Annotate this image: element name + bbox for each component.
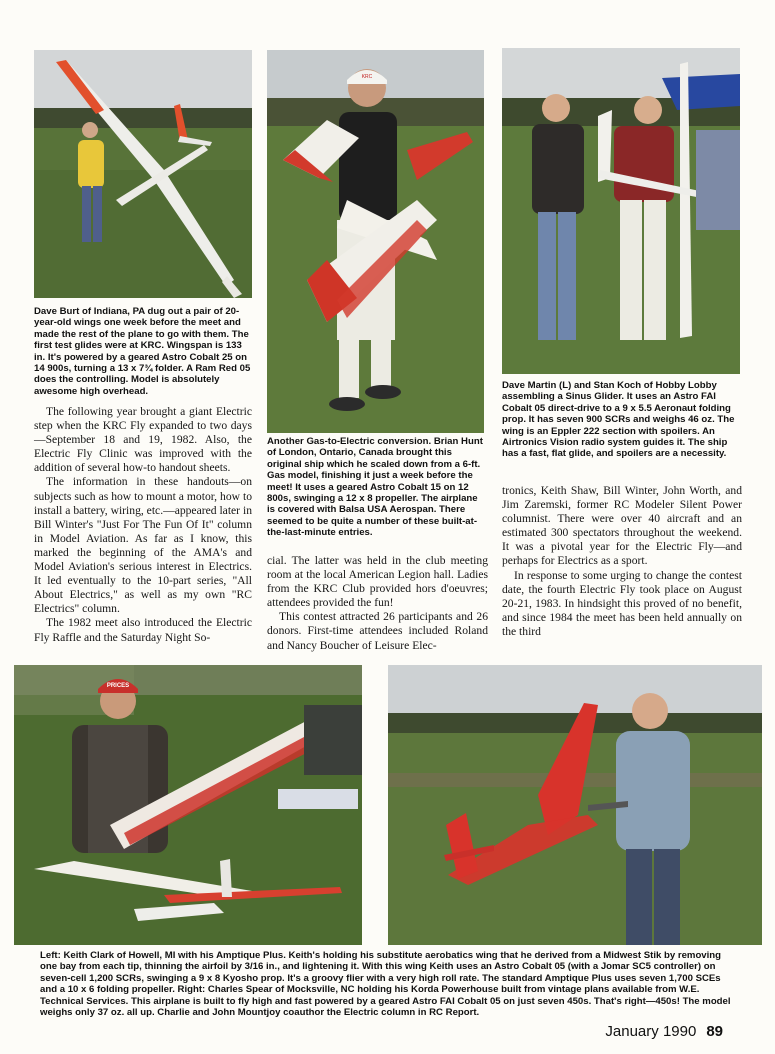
photo-keith-clark-amptique [14, 665, 362, 945]
photo-dave-burt-glider [34, 50, 252, 298]
caption-top-middle: Another Gas-to-Electric conversion. Brian Hunt of London, Ontario, Canada brought this original ship which he scaled down from a 6-ft. Gas model, finishing it just a week before the meet! It uses a geared Astro Cobalt 15 on 12 800s, swinging a 12 x 8 propeller. The airplane is covered with Balsa USA Aerospan. There seemed to be quite a number of these built-at-the-last-minute entries. [267, 436, 483, 539]
caption-bottom: Left: Keith Clark of Howell, MI with his Amptique Plus. Keith's holding his substitute aerobatics wing that he derived from a Midwest Stik by removing one bay from each tip, thinning the airfoil by 3/16 in., and lightening it. With this wing Keith uses an Astro Cobalt 05 (with a Jomar SC5 controller) on seven-cell 1,200 SCRs, swinging a 9 x 8 Kyosho prop. It's a groovy flier with a very high roll rate. The standard Amptique Plus uses seven 1,700 SCEs and a 10 x 6 folding propeller. Right: Charles Spear of Mocksville, NC holding his Korda Powerhouse built from vintage plans available from W.E. Technical Services. This airplane is built to fly high and fast powered by a geared Astro FAI Cobalt 05 on just seven 450s. That's right—450s! The model weighs only 37 oz. all up. Charlie and John Mountjoy coauthor the Electric column in RC Report. [40, 950, 731, 1019]
page-footer [605, 1023, 723, 1040]
body-column-3 [502, 484, 742, 639]
paragraph: The 1982 meet also introduced the Electric Fly Raffle and the Saturday Night So- [34, 616, 252, 644]
page-number: 89 [706, 1023, 723, 1040]
caption-top-right: Dave Martin (L) and Stan Koch of Hobby Lobby assembling a Sinus Glider. It uses an Astro FAI Cobalt 05 direct-drive to a 9 x 5.5 Aeronaut folding prop. It has seven 900 SCRs and weighs 46 oz. The wing is an Eppler 222 section with spoilers. An Airtronics Vision radio system guides it. The ship has a fast, flat glide, and spoilers are a necessity. [502, 380, 735, 460]
svg-text:KRC: KRC [361, 74, 373, 80]
paragraph: In response to some urging to change the contest date, the fourth Electric Fly took place on August 20-21, 1983. In hindsight this proved of no benefit, and since 1984 the meet has been held annually on the third [502, 568, 742, 638]
body-column-1 [34, 405, 252, 645]
paragraph: tronics, Keith Shaw, Bill Winter, John Worth, and Jim Zaremski, former RC Modeler Silent Power columnist. There were over 40 aircraft and an estimated 300 spectators throughout the weekend. It was a pivotal year for the Electric Fly—and perhaps for Electrics as a sport. [502, 484, 742, 568]
photo-charles-spear-powerhouse [388, 665, 762, 945]
cap-logo-text: PRICES [106, 683, 130, 689]
paragraph: The information in these handouts—on subjects such as how to mount a motor, how to install a battery, wiring, etc.—appeared later in Bill Winter's "Just For The Fun Of It" column in Model Aviation. As far as I know, this marked the beginning of the AMA's and Model Aviation's serious interest in Electrics. It led eventually to the 10-part series, "All About Electrics," as well as my own "RC Electrics" column. [34, 475, 252, 616]
paragraph: This contest attracted 26 participants and 26 donors. First-time attendees included Roland and Nancy Boucher of Leisure Elec- [267, 610, 488, 652]
body-column-2 [267, 554, 488, 653]
caption-top-left: Dave Burt of Indiana, PA dug out a pair of 20-year-old wings one week before the meet and made the rest of the plane to go with them. The first test glides were at KRC. Wingspan is 133 in. It's powered by a geared Astro Cobalt 25 on 14 900s, turning a 13 x 7¾ folder. A Ram Red 05 does the controlling. Model is absolutely awesome high overhead. [34, 306, 251, 397]
paragraph: cial. The latter was held in the club meeting room at the local American Legion hall. Ladies from the KRC Club provided hors d'oeuvres; attendees provided the fun! [267, 554, 488, 610]
photo-martin-koch-sinus-glider [502, 48, 740, 374]
paragraph: The following year brought a giant Electric step when the KRC Fly expanded to two days—September 18 and 19, 1982. Also, the Electric Fly Clinic was improved with the addition of several how-to handout sheets. [34, 405, 252, 475]
photo-gas-to-electric-conversion [267, 50, 484, 433]
issue-date: January 1990 [605, 1023, 697, 1040]
